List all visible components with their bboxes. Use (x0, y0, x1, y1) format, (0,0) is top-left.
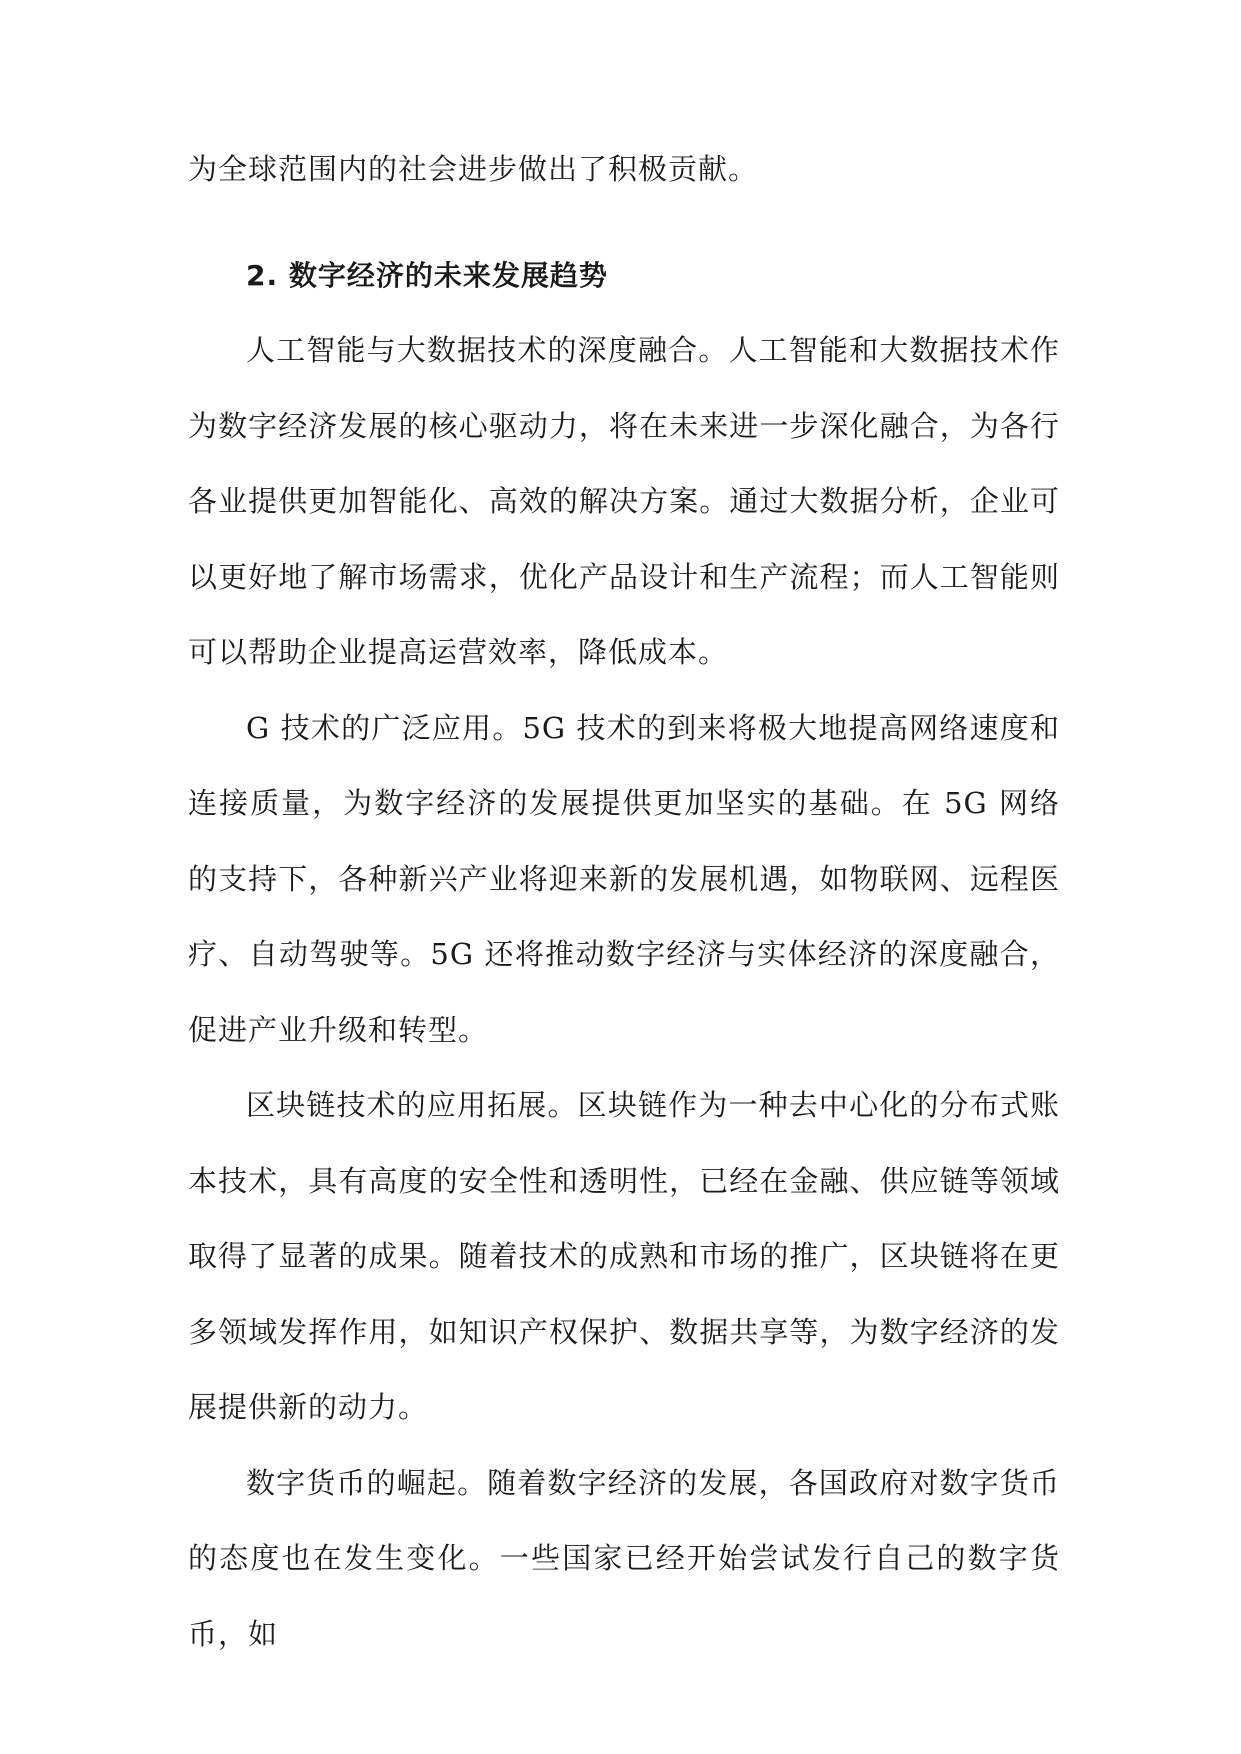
paragraph-5g: G 技术的广泛应用。5G 技术的到来将极大地提高网络速度和连接质量，为数字经济的发展提供更加坚实的基础。在 5G 网络的支持下，各种新兴产业将迎来新的发展机遇，如物联网、远程医疗、自动驾驶等。5G 还将推动数字经济与实体经济的深度融合，促进产业升级和转型。 (188, 710, 1060, 1047)
paragraph-blockchain: 区块链技术的应用拓展。区块链作为一种去中心化的分布式账本技术，具有高度的安全性和透明性，已经在金融、供应链等领域取得了显著的成果。随着技术的成熟和市场的推广，区块链将在更多领域发挥作用，如知识产权保护、数据共享等，为数字经济的发展提供新的动力。 (188, 1088, 1060, 1424)
paragraph-digital-currency: 数字货币的崛起。随着数字经济的发展，各国政府对数字货币的态度也在发生变化。一些国家已经开始尝试发行自己的数字货币，如 (188, 1465, 1060, 1651)
paragraph-ai-bigdata: 人工智能与大数据技术的深度融合。人工智能和大数据技术作为数字经济发展的核心驱动力，将在未来进一步深化融合，为各行各业提供更加智能化、高效的解决方案。通过大数据分析，企业可以更好地了解市场需求，优化产品设计和生产流程；而人工智能则可以帮助企业提高运营效率，降低成本。 (188, 333, 1060, 669)
section-heading: 2. 数字经济的未来发展趋势 (246, 258, 608, 292)
heading-spacer (188, 208, 1060, 238)
opening-line: 为全球范围内的社会进步做出了积极贡献。 (188, 152, 759, 186)
document-body (188, 132, 1060, 1672)
